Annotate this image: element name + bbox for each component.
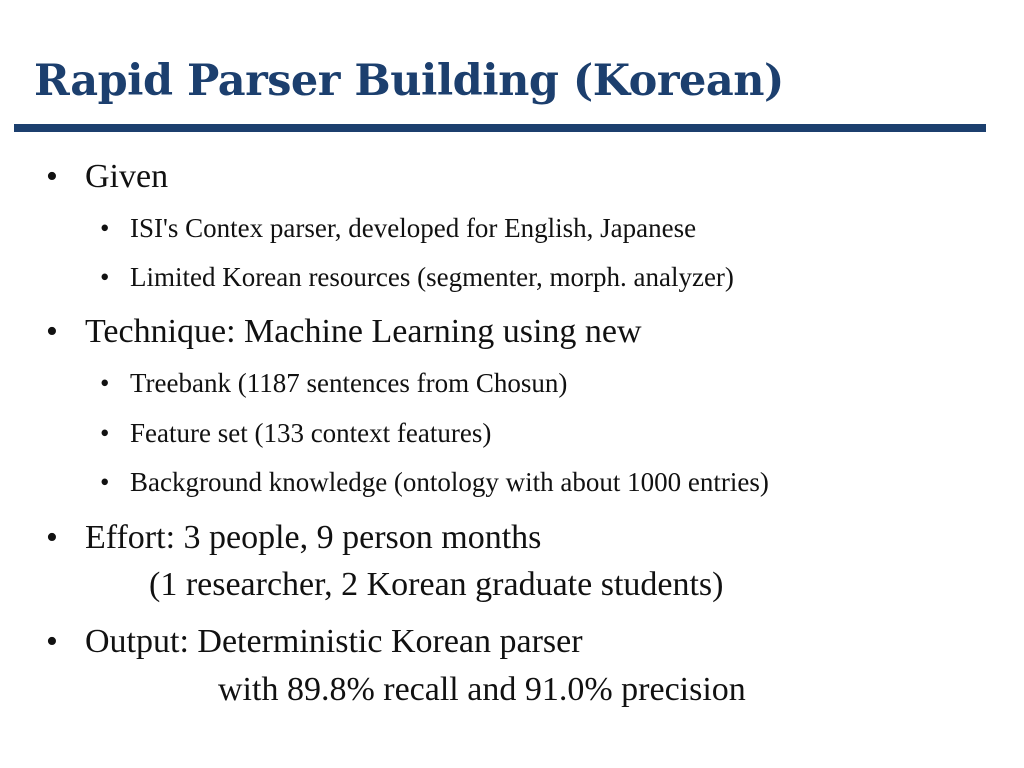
bullet-icon: • [46,313,58,350]
bullet-item-output [46,619,946,665]
sub-bullet-item [100,259,980,295]
slide-title: Rapid Parser Building (Korean) [34,56,784,106]
sub-bullet-text: Treebank (1187 sentences from Chosun) [130,368,568,398]
bullet-icon: • [100,467,110,497]
bullet-icon: • [100,368,110,398]
bullet-text: Effort: 3 people, 9 person months [85,519,542,556]
bullet-text: Given [85,158,169,195]
bullet-icon: • [46,158,58,195]
sub-bullet-text: ISI's Contex parser, developed for English, Japanese [130,213,697,243]
bullet-icon: • [100,213,110,243]
sub-bullet-item [100,415,980,451]
bullet-icon: • [46,519,58,556]
bullet-icon: • [46,623,58,660]
sub-bullet-text: Limited Korean resources (segmenter, morph. analyzer) [130,262,734,292]
sub-bullet-item [100,464,980,500]
sub-bullet-item [100,210,980,246]
sub-bullet-item [100,365,980,401]
bullet-item-effort [46,515,946,561]
bullet-icon: • [100,262,110,292]
sub-bullet-text: Background knowledge (ontology with about 1000 entries) [130,467,769,497]
sub-bullet-text: Feature set (133 context features) [130,418,492,448]
bullet-text: Technique: Machine Learning using new [85,313,642,350]
bullet-item-technique [46,309,946,355]
bullet-text: Output: Deterministic Korean parser [85,623,583,660]
bullet-icon: • [100,418,110,448]
bullet-continuation-text: with 89.8% recall and 91.0% precision [218,671,746,708]
bullet-item-given [46,154,946,200]
bullet-continuation-text: (1 researcher, 2 Korean graduate students) [149,566,724,603]
